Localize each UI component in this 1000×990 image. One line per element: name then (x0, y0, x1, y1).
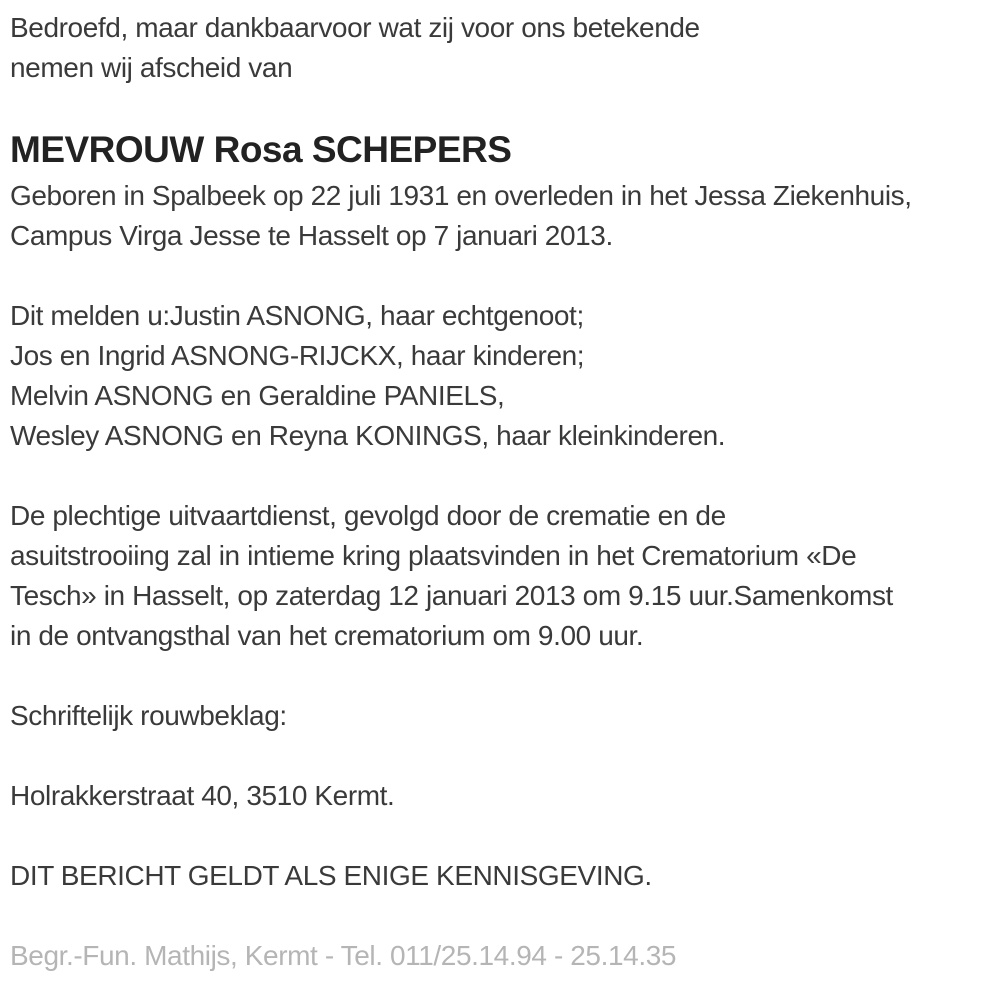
family-line: Dit melden u:Justin ASNONG, haar echtgenoot; (10, 300, 584, 331)
service-line: in de ontvangsthal van het crematorium om 9.00 uur. (10, 620, 644, 651)
family-line: Jos en Ingrid ASNONG-RIJCKX, haar kinderen; (10, 340, 585, 371)
family-line: Wesley ASNONG en Reyna KONINGS, haar kleinkinderen. (10, 420, 726, 451)
address-line: Holrakkerstraat 40, 3510 Kermt. (10, 780, 395, 811)
service-line: De plechtige uitvaartdienst, gevolgd door de crematie en de (10, 500, 726, 531)
deceased-name-heading: MEVROUW Rosa SCHEPERS (10, 129, 512, 170)
intro-paragraph (10, 8, 990, 88)
service-line: Tesch» in Hasselt, op zaterdag 12 januari 2013 om 9.15 uur.Samenkomst (10, 580, 893, 611)
service-line: asuitstrooiing zal in intieme kring plaatsvinden in het Crematorium «De (10, 540, 857, 571)
sole-notification-line: DIT BERICHT GELDT ALS ENIGE KENNISGEVING. (10, 860, 652, 891)
funeral-home-footer: Begr.-Fun. Mathijs, Kermt - Tel. 011/25.14.94 - 25.14.35 (10, 940, 677, 971)
family-line: Melvin ASNONG en Geraldine PANIELS, (10, 380, 505, 411)
condolences-label: Schriftelijk rouwbeklag: (10, 700, 287, 731)
birth-death-paragraph (10, 176, 990, 256)
intro-line: Bedroefd, maar dankbaarvoor wat zij voor ons betekende (10, 12, 700, 43)
intro-line: nemen wij afscheid van (10, 52, 293, 83)
service-paragraph (10, 496, 990, 656)
birth-death-line: Geboren in Spalbeek op 22 juli 1931 en overleden in het Jessa Ziekenhuis, (10, 180, 912, 211)
family-paragraph (10, 296, 990, 456)
birth-death-line: Campus Virga Jesse te Hasselt op 7 januari 2013. (10, 220, 613, 251)
